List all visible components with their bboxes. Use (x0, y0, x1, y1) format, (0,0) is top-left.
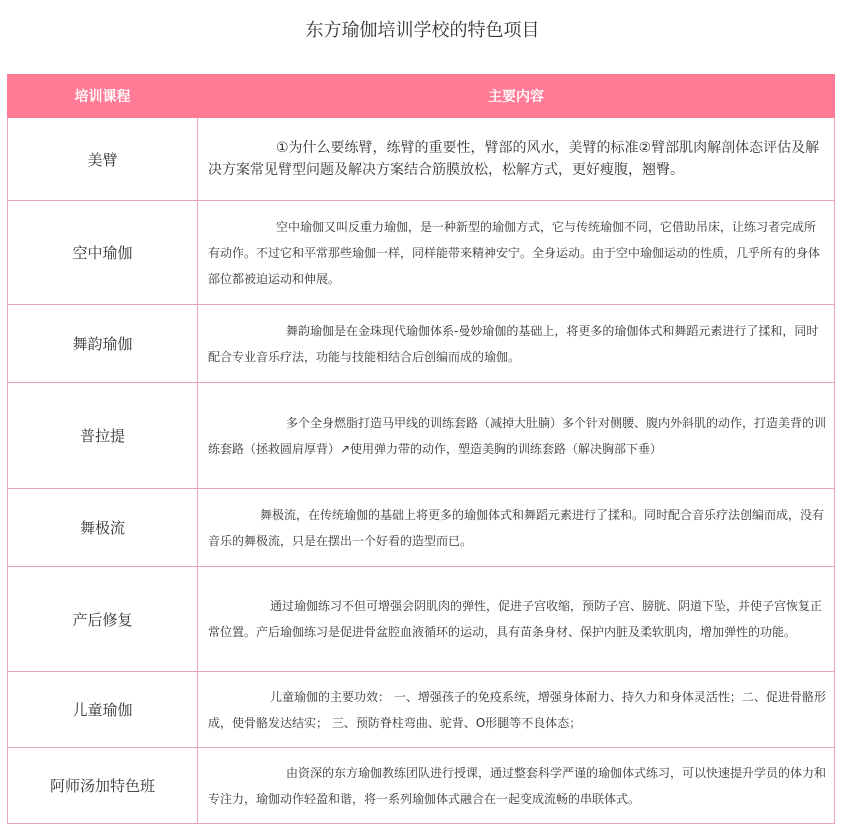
course-content: 通过瑜伽练习不但可增强会阴肌肉的弹性，促进子宫收缩，预防子宫、膀胱、阴道下坠，并使子宫恢复正常位置。产后瑜伽练习是促进骨盆腔血液循环的运动，具有苗条身材、保护内脏及柔软肌肉，增加弹性的功能。 (198, 567, 835, 672)
course-name: 空中瑜伽 (8, 201, 198, 305)
table-header-row (8, 75, 835, 118)
table-row (8, 567, 835, 672)
table-row (8, 383, 835, 489)
course-name: 美臂 (8, 118, 198, 201)
course-content: 多个全身燃脂打造马甲线的训练套路（减掉大肚腩）多个针对侧腰、腹内外斜肌的动作，打造美背的训练套路（拯救圆肩厚背）↗使用弹力带的动作，塑造美胸的训练套路（解决胸部下垂） (198, 383, 835, 489)
table-row (8, 489, 835, 567)
table-row (8, 201, 835, 305)
page-title: 东方瑜伽培训学校的特色项目 (305, 20, 540, 41)
course-name: 普拉提 (8, 383, 198, 489)
course-content: 舞韵瑜伽是在金珠现代瑜伽体系-曼妙瑜伽的基础上，将更多的瑜伽体式和舞蹈元素进行了揉和，同时配合专业音乐疗法，功能与技能相结合后创编而成的瑜伽。 (198, 305, 835, 383)
header-course: 培训课程 (8, 75, 198, 118)
table-row (8, 118, 835, 201)
table-row (8, 672, 835, 748)
table-row (8, 748, 835, 824)
course-content: 儿童瑜伽的主要功效： 一、增强孩子的免疫系统，增强身体耐力、持久力和身体灵活性；二、促进骨骼形成，使骨骼发达结实； 三、预防脊柱弯曲、驼背、O形腿等不良体态； (198, 672, 835, 748)
course-name: 产后修复 (8, 567, 198, 672)
course-content: 空中瑜伽又叫反重力瑜伽，是一种新型的瑜伽方式，它与传统瑜伽不同，它借助吊床，让练习者完成所有动作。不过它和平常那些瑜伽一样，同样能带来精神安宁。全身运动。由于空中瑜伽运动的性质，几乎所有的身体部位都被迫运动和伸展。 (198, 201, 835, 305)
course-content: 舞极流，在传统瑜伽的基础上将更多的瑜伽体式和舞蹈元素进行了揉和。同时配合音乐疗法创编而成，没有音乐的舞极流，只是在摆出一个好看的造型而已。 (198, 489, 835, 567)
course-name: 儿童瑜伽 (8, 672, 198, 748)
course-name: 舞韵瑜伽 (8, 305, 198, 383)
course-name: 阿师汤加特色班 (8, 748, 198, 824)
table-row (8, 305, 835, 383)
courses-table (7, 74, 835, 824)
course-name: 舞极流 (8, 489, 198, 567)
course-content: 由资深的东方瑜伽教练团队进行授课，通过整套科学严谨的瑜伽体式练习，可以快速提升学员的体力和专注力，瑜伽动作轻盈和谐，将一系列瑜伽体式融合在一起变成流畅的串联体式。 (198, 748, 835, 824)
header-content: 主要内容 (198, 75, 835, 118)
course-content: ①为什么要练臂，练臂的重要性，臂部的风水，美臂的标准②臂部肌肉解剖体态评估及解决方案常见臂型问题及解决方案结合筋膜放松，松解方式，更好瘦腹，翘臀。 (198, 118, 835, 201)
